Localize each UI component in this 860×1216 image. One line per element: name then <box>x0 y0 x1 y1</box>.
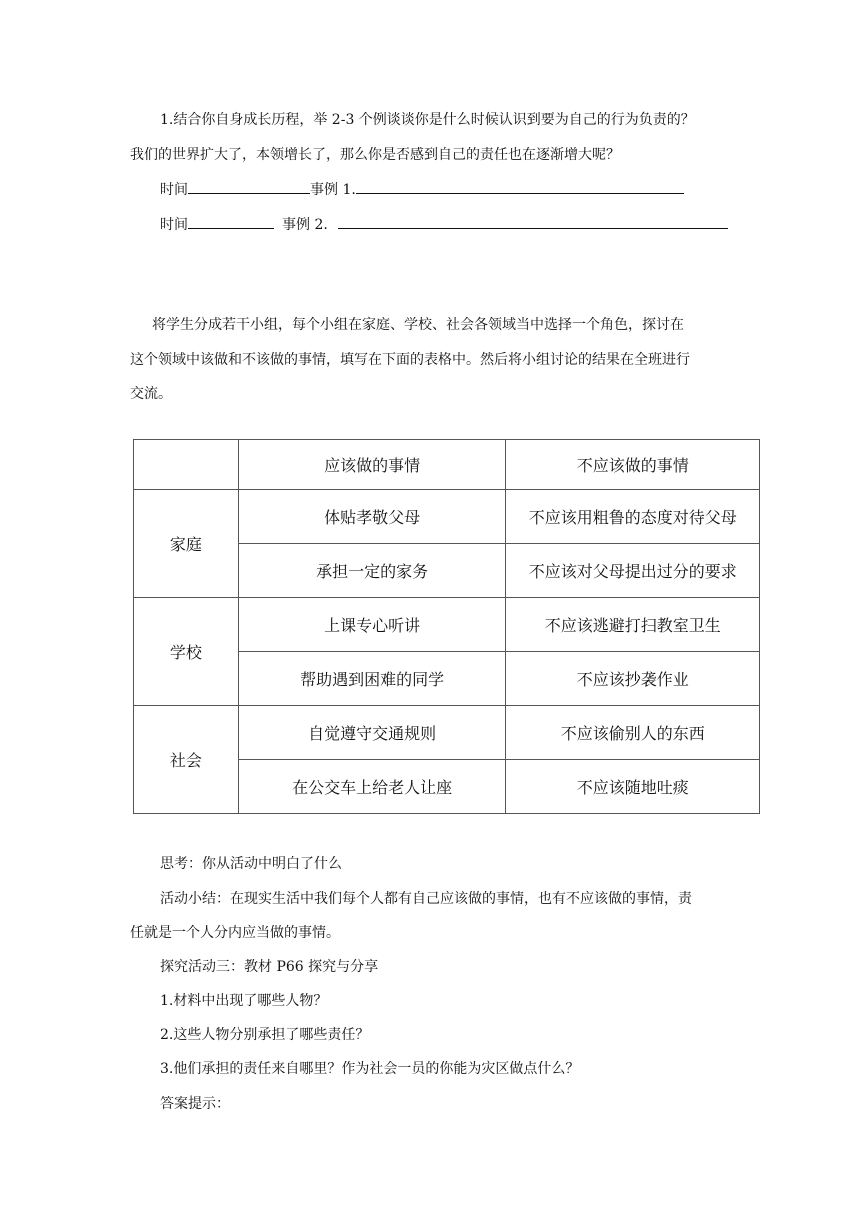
header-cell-should-not: 不应该做的事情 <box>506 440 760 490</box>
activity-line-2: 这个领域中该做和不该做的事情，填写在下面的表格中。然后将小组讨论的结果在全班进行 <box>130 352 690 368</box>
roles-table <box>133 439 760 814</box>
should-not-cell: 不应该逃避打扫教室卫生 <box>506 598 760 652</box>
table-row <box>134 706 760 760</box>
table-row <box>134 490 760 544</box>
answer-hint: 答案提示： <box>160 1096 230 1112</box>
time-blank-2[interactable] <box>188 214 274 229</box>
time-label: 时间 <box>160 182 188 198</box>
explore-heading: 探究活动三：教材 P66 探究与分享 <box>160 959 379 975</box>
should-not-cell: 不应该对父母提出过分的要求 <box>506 544 760 598</box>
table-row <box>134 598 760 652</box>
should-not-cell: 不应该抄袭作业 <box>506 652 760 706</box>
example-2-row <box>160 214 728 235</box>
group-cell-society: 社会 <box>134 706 239 814</box>
activity-line-1: 将学生分成若干小组，每个小组在家庭、学校、社会各领域当中选择一个角色，探讨在 <box>152 317 684 333</box>
should-cell: 在公交车上给老人让座 <box>238 760 506 814</box>
example-2-label: 事例 2. <box>282 217 328 233</box>
group-cell-school: 学校 <box>134 598 239 706</box>
time-blank-1[interactable] <box>188 179 310 194</box>
question-1-line-2: 我们的世界扩大了，本领增长了，那么你是否感到自己的责任也在逐渐增大呢？ <box>130 147 620 163</box>
explore-question-3: 3.他们承担的责任来自哪里？作为社会一员的你能为灾区做点什么？ <box>160 1061 580 1077</box>
summary-line-2: 任就是一个人分内应当做的事情。 <box>130 925 340 941</box>
example-1-row <box>160 179 684 200</box>
header-cell-empty <box>134 440 239 490</box>
activity-line-3: 交流。 <box>130 386 172 402</box>
question-1-line-1: 1.结合你自身成长历程，举 2-3 个例谈谈你是什么时候认识到要为自己的行为负责的？ <box>160 112 695 128</box>
should-not-cell: 不应该偷别人的东西 <box>506 706 760 760</box>
should-cell: 承担一定的家务 <box>238 544 506 598</box>
example-1-blank[interactable] <box>356 179 684 194</box>
should-not-cell: 不应该用粗鲁的态度对待父母 <box>506 490 760 544</box>
think-prompt: 思考：你从活动中明白了什么 <box>160 856 342 872</box>
summary-line-1: 活动小结：在现实生活中我们每个人都有自己应该做的事情，也有不应该做的事情，责 <box>160 891 692 907</box>
should-cell: 体贴孝敬父母 <box>238 490 506 544</box>
table-header-row <box>134 440 760 490</box>
should-cell: 帮助遇到困难的同学 <box>238 652 506 706</box>
explore-question-2: 2.这些人物分别承担了哪些责任？ <box>160 1027 370 1043</box>
time-label: 时间 <box>160 217 188 233</box>
should-cell: 自觉遵守交通规则 <box>238 706 506 760</box>
explore-question-1: 1.材料中出现了哪些人物？ <box>160 993 328 1009</box>
should-not-cell: 不应该随地吐痰 <box>506 760 760 814</box>
example-1-label: 事例 1. <box>310 182 356 198</box>
header-cell-should: 应该做的事情 <box>238 440 506 490</box>
group-cell-family: 家庭 <box>134 490 239 598</box>
example-2-blank[interactable] <box>338 214 728 229</box>
should-cell: 上课专心听讲 <box>238 598 506 652</box>
